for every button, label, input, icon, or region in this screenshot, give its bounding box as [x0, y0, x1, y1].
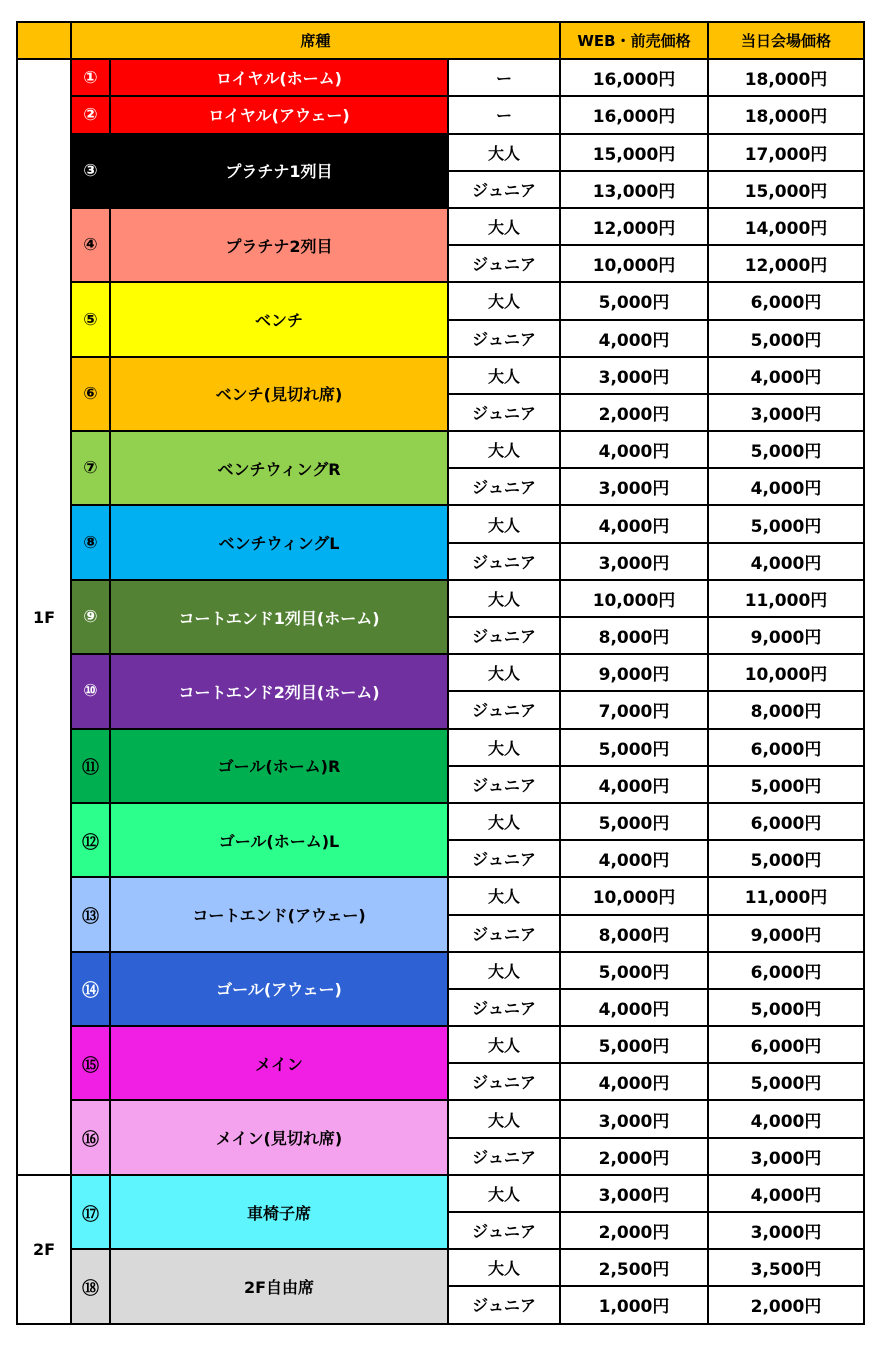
- door-price: 9,000円: [708, 617, 864, 654]
- floor-label: 1F: [17, 59, 71, 1175]
- ticket-type: ジュニア: [448, 1286, 560, 1323]
- door-price: 17,000円: [708, 134, 864, 171]
- web-price: 1,000円: [560, 1286, 708, 1323]
- ticket-type: ジュニア: [448, 171, 560, 208]
- seat-name: プラチナ1列目: [110, 134, 448, 208]
- seat-name: メイン(見切れ席): [110, 1100, 448, 1174]
- door-price: 5,000円: [708, 840, 864, 877]
- seat-number: ⑪: [71, 729, 110, 803]
- table-row: [17, 134, 864, 171]
- ticket-type: 大人: [448, 208, 560, 245]
- door-price: 3,000円: [708, 394, 864, 431]
- seat-name: ゴール(アウェー): [110, 952, 448, 1026]
- seat-name: ベンチ: [110, 282, 448, 356]
- door-price: 14,000円: [708, 208, 864, 245]
- web-price: 10,000円: [560, 877, 708, 914]
- ticket-type: 大人: [448, 1175, 560, 1212]
- ticket-type: 大人: [448, 952, 560, 989]
- ticket-type: ジュニア: [448, 915, 560, 952]
- table-row: [17, 580, 864, 617]
- door-price: 11,000円: [708, 877, 864, 914]
- seat-name: コートエンド2列目(ホーム): [110, 654, 448, 728]
- ticket-type: 大人: [448, 282, 560, 319]
- seat-number: ⑰: [71, 1175, 110, 1249]
- seat-number: ⑱: [71, 1249, 110, 1323]
- ticket-type: ジュニア: [448, 989, 560, 1026]
- header-row: [17, 22, 864, 59]
- ticket-type: 大人: [448, 1100, 560, 1137]
- seat-number: ①: [71, 59, 110, 96]
- header-web-price: WEB・前売価格: [560, 22, 708, 59]
- web-price: 3,000円: [560, 543, 708, 580]
- door-price: 4,000円: [708, 543, 864, 580]
- seat-number: ⑭: [71, 952, 110, 1026]
- seat-name: 2F自由席: [110, 1249, 448, 1323]
- ticket-type: ー: [448, 96, 560, 133]
- ticket-type: ジュニア: [448, 468, 560, 505]
- web-price: 9,000円: [560, 654, 708, 691]
- door-price: 4,000円: [708, 357, 864, 394]
- seat-name: コートエンド1列目(ホーム): [110, 580, 448, 654]
- seat-number: ⑦: [71, 431, 110, 505]
- ticket-type: ジュニア: [448, 1063, 560, 1100]
- door-price: 12,000円: [708, 245, 864, 282]
- web-price: 8,000円: [560, 915, 708, 952]
- header-seat-type: 席種: [71, 22, 560, 59]
- price-table: [16, 21, 865, 1325]
- web-price: 2,000円: [560, 1212, 708, 1249]
- seat-name: ベンチ(見切れ席): [110, 357, 448, 431]
- web-price: 4,000円: [560, 989, 708, 1026]
- seat-number: ⑤: [71, 282, 110, 356]
- table-row: [17, 1249, 864, 1286]
- ticket-type: 大人: [448, 505, 560, 542]
- ticket-type: 大人: [448, 580, 560, 617]
- door-price: 4,000円: [708, 1100, 864, 1137]
- seat-name: 車椅子席: [110, 1175, 448, 1249]
- seat-number: ②: [71, 96, 110, 133]
- table-row: [17, 729, 864, 766]
- ticket-type: ジュニア: [448, 840, 560, 877]
- seat-number: ⑬: [71, 877, 110, 951]
- ticket-type: ジュニア: [448, 1138, 560, 1175]
- door-price: 5,000円: [708, 766, 864, 803]
- seat-name: ロイヤル(ホーム): [110, 59, 448, 96]
- door-price: 5,000円: [708, 505, 864, 542]
- web-price: 16,000円: [560, 96, 708, 133]
- seat-number: ⑩: [71, 654, 110, 728]
- door-price: 10,000円: [708, 654, 864, 691]
- web-price: 3,000円: [560, 357, 708, 394]
- web-price: 4,000円: [560, 320, 708, 357]
- web-price: 16,000円: [560, 59, 708, 96]
- ticket-type: 大人: [448, 357, 560, 394]
- table-row: [17, 877, 864, 914]
- door-price: 5,000円: [708, 431, 864, 468]
- seat-name: コートエンド(アウェー): [110, 877, 448, 951]
- table-row: [17, 1175, 864, 1212]
- web-price: 7,000円: [560, 691, 708, 728]
- web-price: 10,000円: [560, 245, 708, 282]
- web-price: 2,000円: [560, 1138, 708, 1175]
- table-row: [17, 803, 864, 840]
- seat-name: ロイヤル(アウェー): [110, 96, 448, 133]
- seat-number: ⑧: [71, 505, 110, 579]
- seat-name: ベンチウィングR: [110, 431, 448, 505]
- web-price: 5,000円: [560, 803, 708, 840]
- web-price: 10,000円: [560, 580, 708, 617]
- web-price: 4,000円: [560, 431, 708, 468]
- door-price: 6,000円: [708, 952, 864, 989]
- web-price: 4,000円: [560, 505, 708, 542]
- web-price: 4,000円: [560, 766, 708, 803]
- web-price: 3,000円: [560, 1100, 708, 1137]
- door-price: 4,000円: [708, 468, 864, 505]
- web-price: 13,000円: [560, 171, 708, 208]
- price-table-body: [17, 59, 864, 1323]
- web-price: 5,000円: [560, 1026, 708, 1063]
- web-price: 5,000円: [560, 952, 708, 989]
- seat-name: ゴール(ホーム)L: [110, 803, 448, 877]
- ticket-type: 大人: [448, 1026, 560, 1063]
- ticket-type: 大人: [448, 654, 560, 691]
- seat-name: ベンチウィングL: [110, 505, 448, 579]
- door-price: 3,500円: [708, 1249, 864, 1286]
- table-row: [17, 208, 864, 245]
- ticket-type: ジュニア: [448, 766, 560, 803]
- seat-number: ③: [71, 134, 110, 208]
- seat-number: ⑥: [71, 357, 110, 431]
- door-price: 3,000円: [708, 1212, 864, 1249]
- door-price: 4,000円: [708, 1175, 864, 1212]
- ticket-type: 大人: [448, 803, 560, 840]
- table-row: [17, 282, 864, 319]
- door-price: 15,000円: [708, 171, 864, 208]
- web-price: 2,000円: [560, 394, 708, 431]
- door-price: 8,000円: [708, 691, 864, 728]
- web-price: 3,000円: [560, 468, 708, 505]
- door-price: 2,000円: [708, 1286, 864, 1323]
- ticket-type: ジュニア: [448, 245, 560, 282]
- floor-label: 2F: [17, 1175, 71, 1324]
- table-row: [17, 505, 864, 542]
- ticket-type: 大人: [448, 134, 560, 171]
- seat-name: プラチナ2列目: [110, 208, 448, 282]
- web-price: 8,000円: [560, 617, 708, 654]
- seat-number: ⑯: [71, 1100, 110, 1174]
- table-row: [17, 96, 864, 133]
- table-row: [17, 59, 864, 96]
- ticket-type: ジュニア: [448, 320, 560, 357]
- ticket-type: ジュニア: [448, 1212, 560, 1249]
- ticket-type: ー: [448, 59, 560, 96]
- web-price: 15,000円: [560, 134, 708, 171]
- web-price: 5,000円: [560, 282, 708, 319]
- door-price: 11,000円: [708, 580, 864, 617]
- door-price: 18,000円: [708, 59, 864, 96]
- table-row: [17, 654, 864, 691]
- door-price: 6,000円: [708, 729, 864, 766]
- ticket-type: ジュニア: [448, 543, 560, 580]
- header-door-price: 当日会場価格: [708, 22, 864, 59]
- seat-name: ゴール(ホーム)R: [110, 729, 448, 803]
- header-blank: [17, 22, 71, 59]
- web-price: 4,000円: [560, 840, 708, 877]
- table-row: [17, 357, 864, 394]
- table-row: [17, 1026, 864, 1063]
- door-price: 18,000円: [708, 96, 864, 133]
- web-price: 2,500円: [560, 1249, 708, 1286]
- seat-number: ④: [71, 208, 110, 282]
- door-price: 6,000円: [708, 282, 864, 319]
- table-row: [17, 952, 864, 989]
- door-price: 6,000円: [708, 803, 864, 840]
- web-price: 4,000円: [560, 1063, 708, 1100]
- web-price: 3,000円: [560, 1175, 708, 1212]
- seat-number: ⑨: [71, 580, 110, 654]
- ticket-type: 大人: [448, 1249, 560, 1286]
- door-price: 9,000円: [708, 915, 864, 952]
- table-row: [17, 1100, 864, 1137]
- seat-name: メイン: [110, 1026, 448, 1100]
- table-row: [17, 431, 864, 468]
- door-price: 5,000円: [708, 320, 864, 357]
- ticket-type: 大人: [448, 877, 560, 914]
- door-price: 5,000円: [708, 1063, 864, 1100]
- door-price: 3,000円: [708, 1138, 864, 1175]
- ticket-type: ジュニア: [448, 617, 560, 654]
- ticket-type: ジュニア: [448, 691, 560, 728]
- seat-number: ⑮: [71, 1026, 110, 1100]
- door-price: 5,000円: [708, 989, 864, 1026]
- door-price: 6,000円: [708, 1026, 864, 1063]
- ticket-type: 大人: [448, 431, 560, 468]
- ticket-type: 大人: [448, 729, 560, 766]
- ticket-type: ジュニア: [448, 394, 560, 431]
- seat-number: ⑫: [71, 803, 110, 877]
- web-price: 12,000円: [560, 208, 708, 245]
- web-price: 5,000円: [560, 729, 708, 766]
